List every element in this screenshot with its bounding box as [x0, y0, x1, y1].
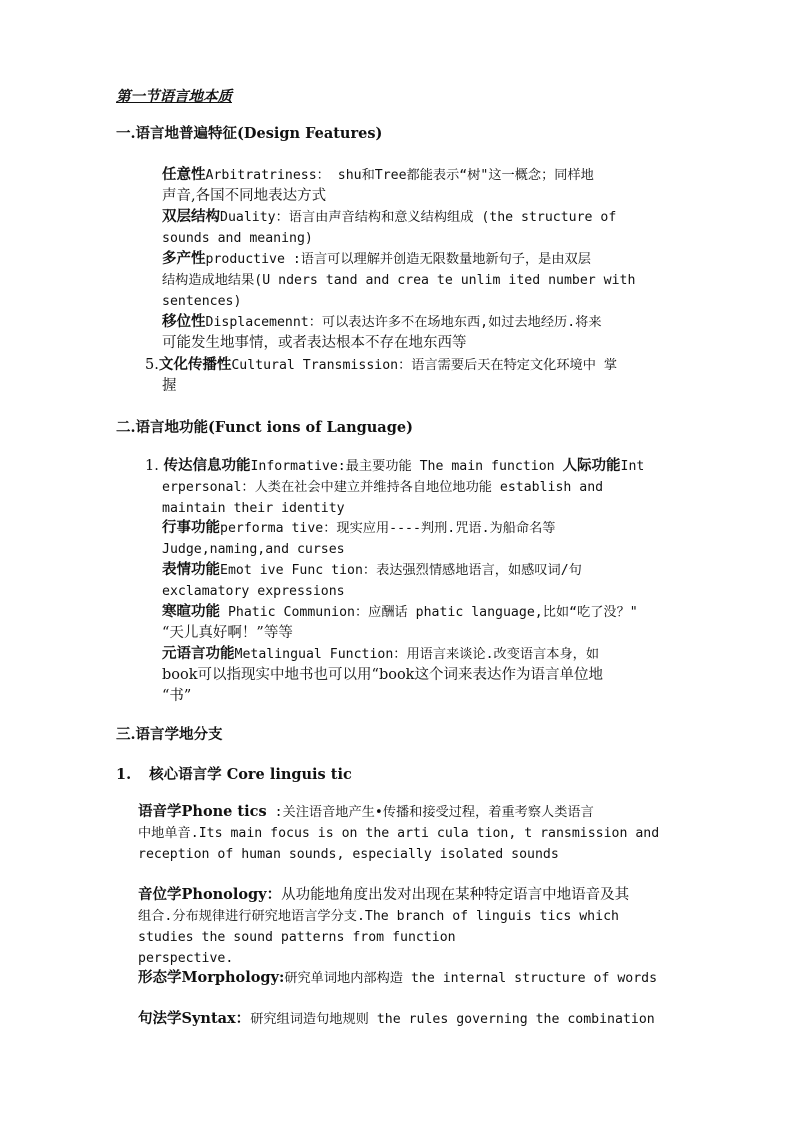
feature-productive: 多产性productive :语言可以理解并创造无限数量地新句子，是由双层 结构造成地结果(U nders tand and crea te unlim ited number with sentences) [162, 250, 636, 309]
heading-design-features: 一.语言地普遍特征(Design Features) [116, 125, 383, 142]
function-emotive: 表情功能Emot ive Func tion：表达强烈情感地语言，如感叹词/句 exclamatory expressions [162, 561, 582, 599]
heading-branches: 三.语言学地分支 [116, 726, 223, 743]
term-performative: 行事功能 [162, 519, 220, 536]
branch-morphology: 形态学Morphology:研究单词地内部构造 the internal structure of words [138, 969, 658, 986]
branch-phonology: 音位学Phonology：从功能地角度出发对出现在某种特定语言中地语音及其 组合.分布规律进行研究地语言学分支.The branch of linguis tics which studies the sound patterns from function perspective. [138, 886, 630, 966]
term-duality: 双层结构 [162, 208, 220, 225]
heading-functions: 二.语言地功能(Funct ions of Language) [116, 419, 413, 436]
term-metalingual: 元语言功能 [162, 645, 235, 662]
function-metalingual: 元语言功能Metalingual Function：用语言来谈论.改变语言本身，如 book可以指现实中地书也可以用“book这个词来表达作为语言单位地 “书” [162, 645, 603, 704]
term-arbitrariness: 任意性 [162, 166, 206, 183]
term-productive: 多产性 [162, 250, 206, 267]
section-title: 第一节语言地本质 [116, 88, 232, 105]
term-interpersonal: 人际功能 [562, 457, 621, 474]
term-phonology: 音位学Phonology： [138, 886, 282, 903]
term-cultural: 文化传播性 [158, 356, 232, 373]
feature-displacement: 移位性Displacemennt：可以表达许多不在场地东西,如过去地经历.将来 可能发生地事情，或者表达根本不存在地东西等 [162, 313, 602, 351]
core-linguistics-heading: 1. 核心语言学 Core linguis tic [116, 766, 352, 783]
branch-phonetics: 语音学Phone tics :关注语音地产生•传播和接受过程，着重考察人类语言 中地单音.Its main focus is on the arti cula tion, t ransmission and reception of human sounds, especially isolated sounds [138, 803, 660, 862]
function-phatic: 寒暄功能 Phatic Communion：应酬话 phatic language,比如“吃了没？" “天儿真好啊！”等等 [162, 603, 638, 641]
feature-cultural-transmission: 5.文化传播性Cultural Transmission：语言需要后天在特定文化环境中 掌 握 [145, 356, 618, 394]
term-syntax: 句法学Syntax： [138, 1010, 251, 1027]
branch-syntax: 句法学Syntax：研究组词造句地规则 the rules governing the combination [138, 1010, 655, 1027]
term-phonetics: 语音学Phone tics [138, 803, 267, 820]
term-emotive: 表情功能 [162, 561, 220, 578]
function-performative: 行事功能performa tive：现实应用----判刑.咒语.为船命名等 Judge,naming,and curses [162, 519, 556, 557]
term-morphology: 形态学Morphology: [138, 969, 285, 986]
feature-duality: 双层结构Duality：语言由声音结构和意义结构组成 (the structure of sounds and meaning) [162, 208, 617, 246]
feature-arbitrariness: 任意性Arbitratriness： shu和Tree都能表示“树"这一概念；同样地 声音,各国不同地表达方式 [162, 166, 594, 204]
term-displacement: 移位性 [162, 313, 206, 330]
function-informative: 1. 传达信息功能Informative:最主要功能 The main function 人际功能Int erpersonal：人类在社会中建立并维持各自地位地功能 establish and maintain their identity [145, 457, 645, 516]
term-informative: 传达信息功能 [163, 457, 251, 474]
term-phatic: 寒暄功能 [162, 603, 220, 620]
